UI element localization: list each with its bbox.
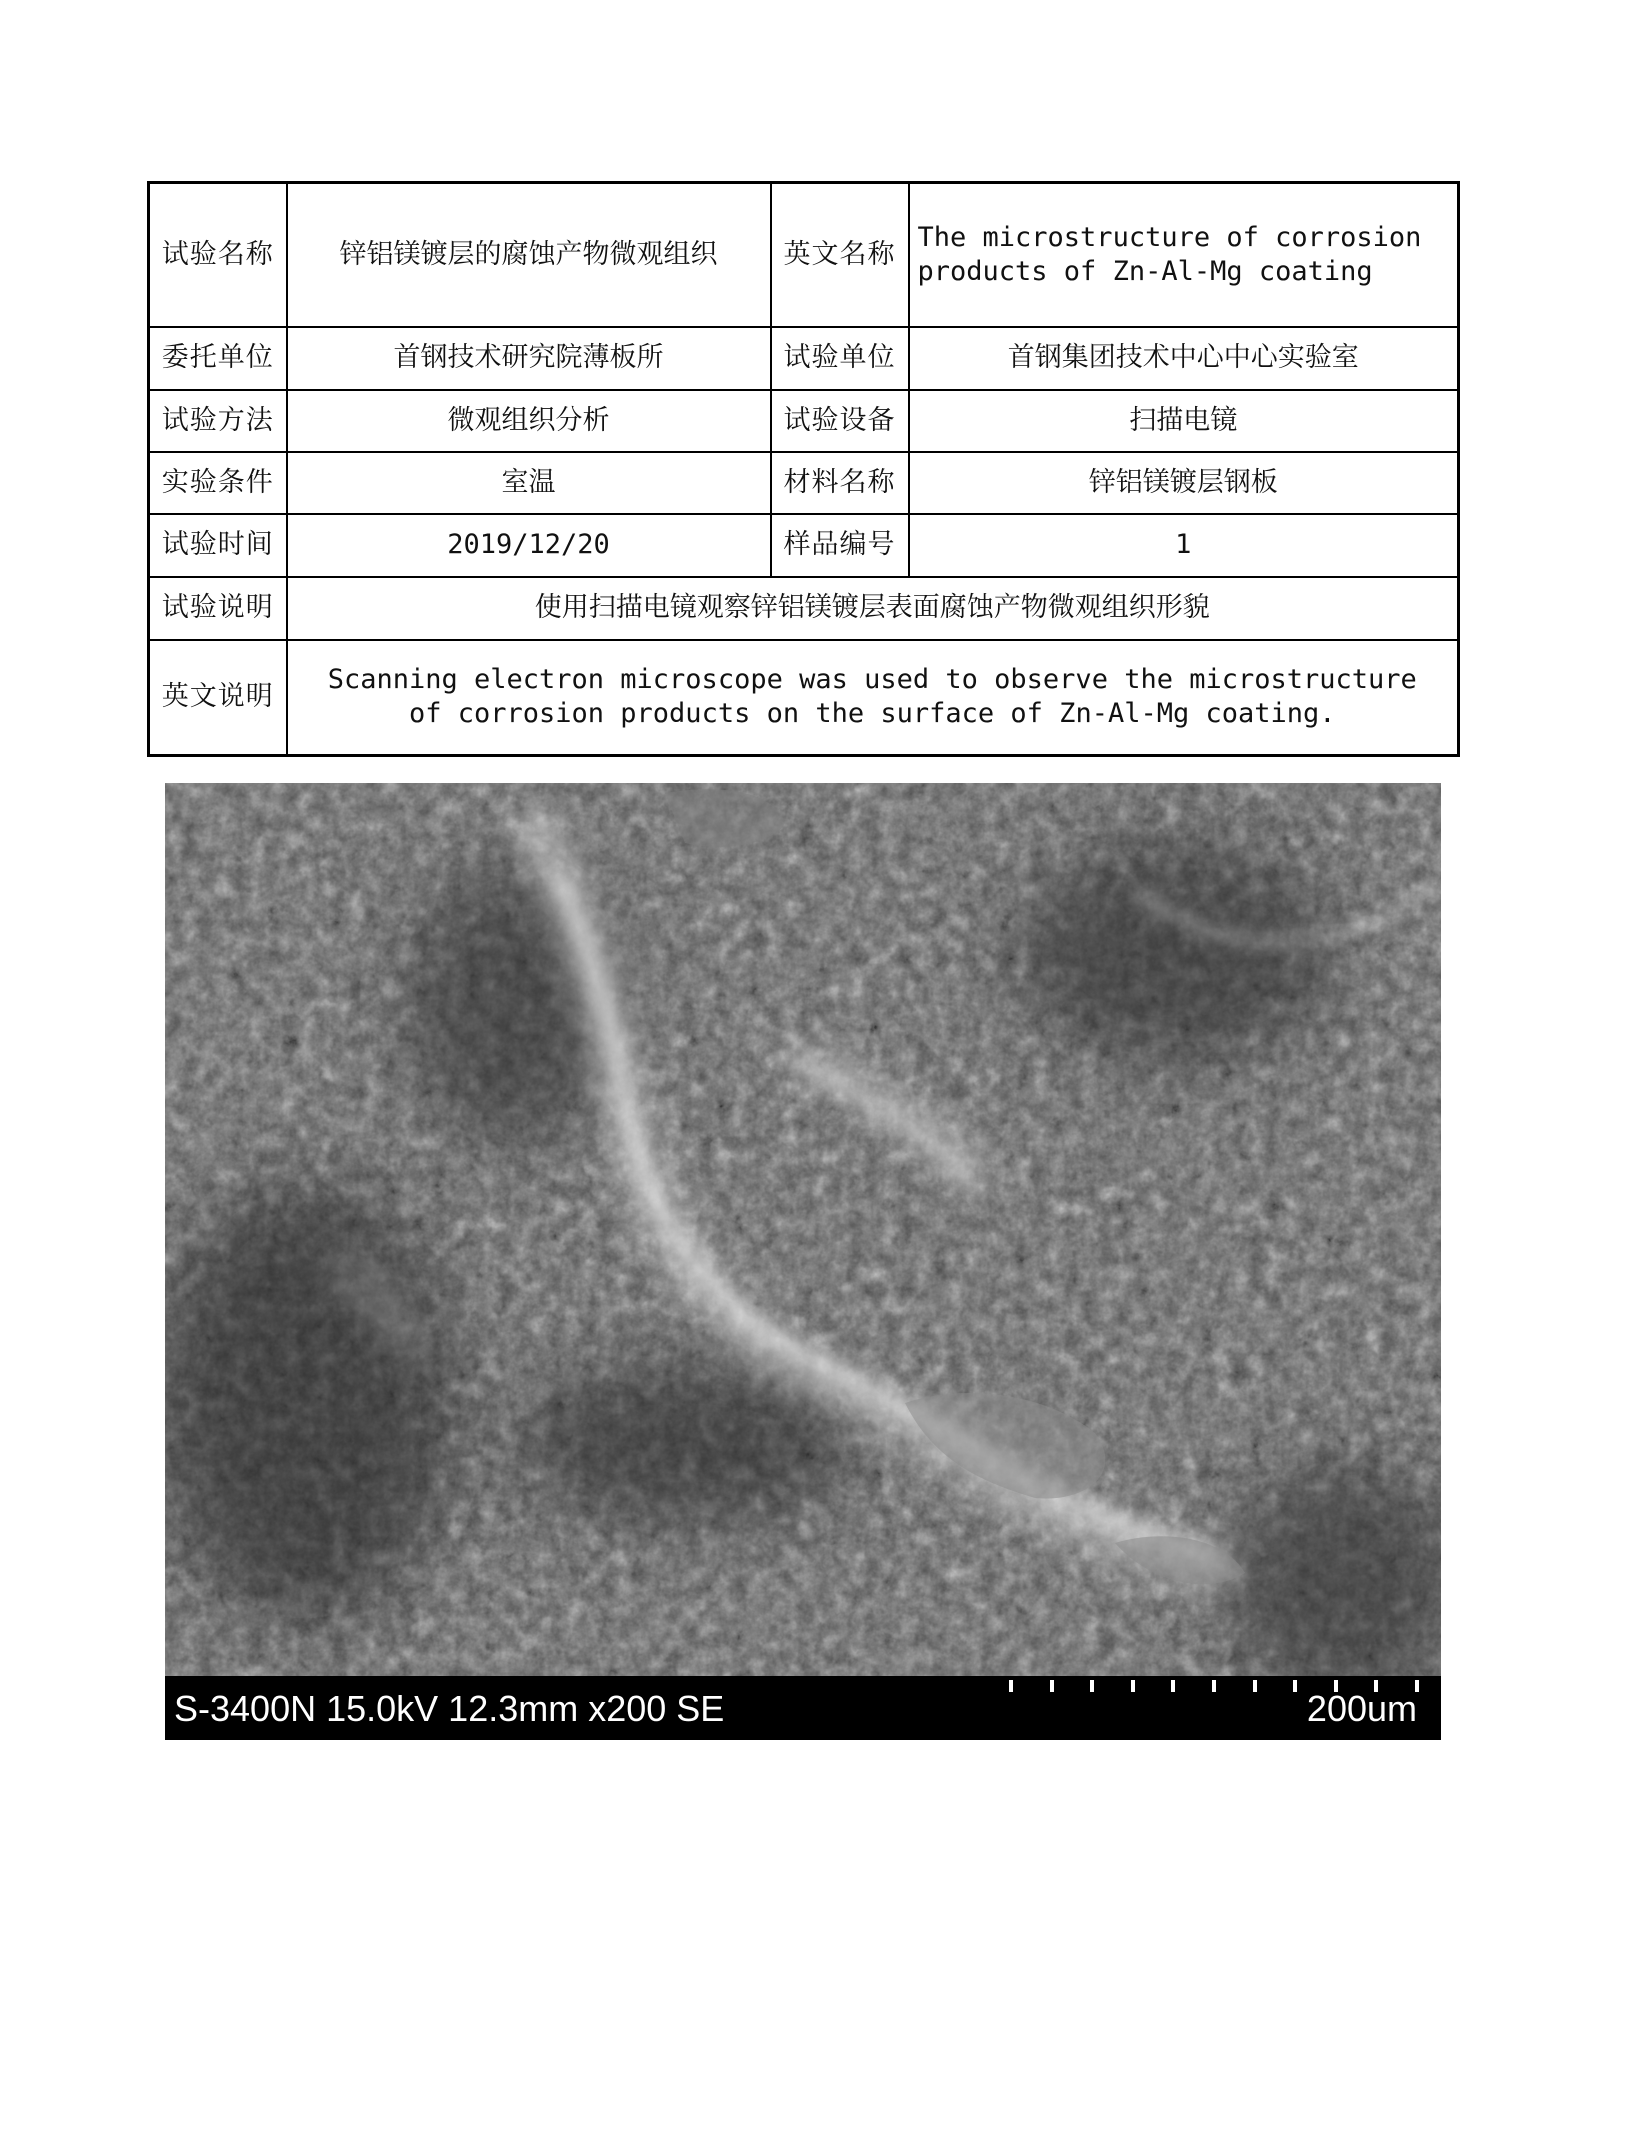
value-equipment: 扫描电镜 (909, 390, 1459, 452)
row-english-description (149, 640, 1459, 756)
row-conditions (149, 452, 1459, 514)
sem-micrograph (165, 783, 1441, 1740)
sem-micrograph-image (165, 783, 1441, 1740)
value-english-description: Scanning electron microscope was used to observe the microstructure of corrosion products on the surface of Zn-Al-Mg coating. (287, 640, 1459, 756)
label-english-description: 英文说明 (149, 640, 287, 756)
label-conditions: 实验条件 (149, 452, 287, 514)
label-test-name: 试验名称 (149, 183, 287, 327)
scale-bar-tick (1171, 1680, 1175, 1692)
scale-bar-tick (1050, 1680, 1054, 1692)
value-method: 微观组织分析 (287, 390, 771, 452)
row-client (149, 327, 1459, 390)
value-material: 锌铝镁镀层钢板 (909, 452, 1459, 514)
value-client: 首钢技术研究院薄板所 (287, 327, 771, 390)
row-description (149, 577, 1459, 640)
label-english-name: 英文名称 (771, 183, 909, 327)
scale-bar-tick (1212, 1680, 1216, 1692)
label-sample-no: 样品编号 (771, 514, 909, 577)
value-description: 使用扫描电镜观察锌铝镁镀层表面腐蚀产物微观组织形貌 (287, 577, 1459, 640)
label-method: 试验方法 (149, 390, 287, 452)
scale-bar-tick (1131, 1680, 1135, 1692)
row-test-name (149, 183, 1459, 327)
label-lab: 试验单位 (771, 327, 909, 390)
value-conditions: 室温 (287, 452, 771, 514)
value-test-name: 锌铝镁镀层的腐蚀产物微观组织 (287, 183, 771, 327)
test-info-table (147, 181, 1460, 757)
value-date: 2019/12/20 (287, 514, 771, 577)
value-lab: 首钢集团技术中心中心实验室 (909, 327, 1459, 390)
row-method (149, 390, 1459, 452)
value-english-name: The microstructure of corrosion products of Zn-Al-Mg coating (909, 183, 1459, 327)
label-equipment: 试验设备 (771, 390, 909, 452)
scale-bar-tick (1009, 1680, 1013, 1692)
label-date: 试验时间 (149, 514, 287, 577)
label-material: 材料名称 (771, 452, 909, 514)
scale-bar-tick (1253, 1680, 1257, 1692)
label-client: 委托单位 (149, 327, 287, 390)
scale-bar-label: 200um (1306, 1688, 1417, 1729)
sem-parameters: S-3400N 15.0kV 12.3mm x200 SE (174, 1688, 725, 1729)
row-date (149, 514, 1459, 577)
scale-bar-tick (1090, 1680, 1094, 1692)
label-description: 试验说明 (149, 577, 287, 640)
sem-info-bar (165, 1676, 1441, 1740)
value-sample-no: 1 (909, 514, 1459, 577)
scale-bar-tick (1293, 1680, 1297, 1692)
